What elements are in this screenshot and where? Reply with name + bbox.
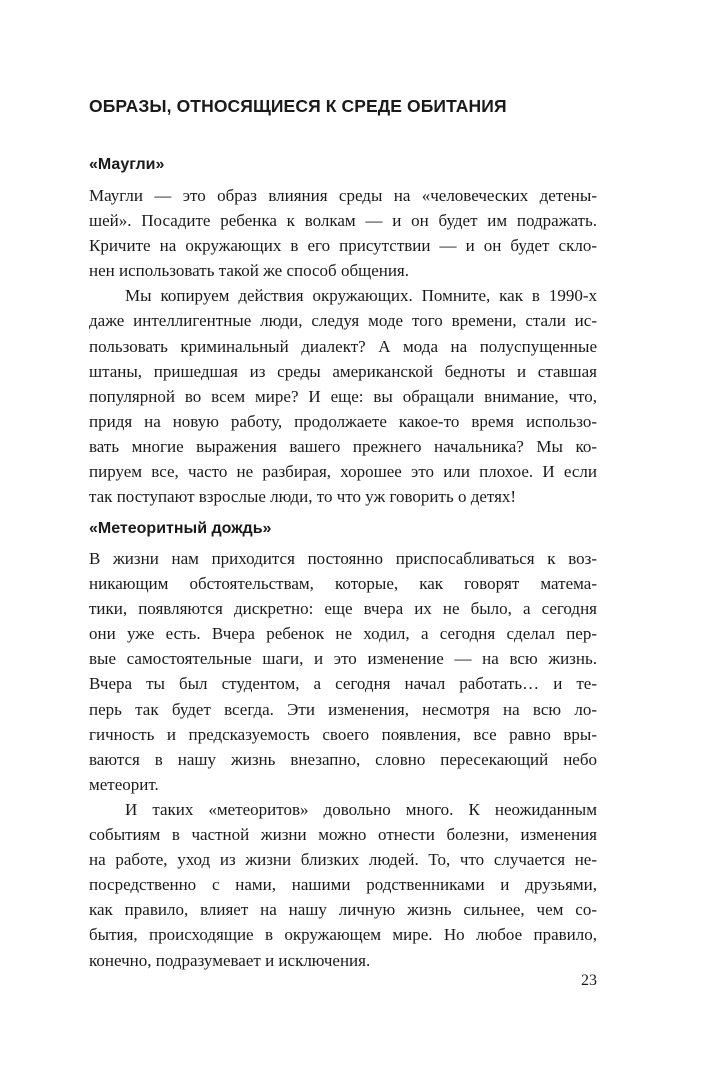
section-body-meteor-shower [89,546,597,973]
text-line: гичность и предсказуемость своего появления, все равно вры- [89,724,597,744]
text-line: Вчера ты был студентом, а сегодня начал работать… и те- [89,674,597,694]
text-line: они уже есть. Вчера ребенок не ходил, а сегодня сделал пер- [89,624,597,644]
text-line: ваются в нашу жизнь внезапно, словно пересекающий небо [89,749,597,769]
text-line: тики, появляются дискретно: еще вчера их не было, а сегодня [89,599,597,619]
chapter-title: ОБРАЗЫ, ОТНОСЯЩИЕСЯ К СРЕДЕ ОБИТАНИЯ [89,96,507,116]
text-line: на работе, уход из жизни близких людей. То, что случается не- [89,850,597,870]
text-line: В жизни нам приходится постоянно приспосабливаться к воз- [89,549,597,568]
text-line: штаны, пришедшая из среды американской бедноты и ставшая [89,361,597,381]
paragraph [89,797,597,973]
text-line: никающим обстоятельствам, которые, как говорят матема- [89,574,597,594]
text-line: бытия, происходящие в окружающем мире. Но любое правило, [89,925,597,945]
text-line: перь так будет всегда. Эти изменения, несмотря на всю ло- [89,699,597,719]
section-heading-meteor-shower: «Метеоритный дождь» [89,520,272,537]
book-page [89,0,597,1080]
paragraph [89,183,597,283]
page-number: 23 [581,972,597,989]
text-line: вать многие выражения вашего прежнего начальника? Мы ко- [89,436,597,456]
text-line: конечно, подразумевает и исключения. [89,950,371,970]
text-line: пользовать криминальный диалект? А мода на полуспущенные [89,336,597,356]
text-line: придя на новую работу, продолжаете какое-то время использо- [89,411,597,431]
text-line: так поступают взрослые люди, то что уж говорить о детях! [89,487,517,507]
paragraph [89,283,597,509]
text-line: как правило, влияет на нашу личную жизнь сильнее, чем со- [89,900,597,920]
text-line: событиям в частной жизни можно отнести болезни, изменения [89,825,597,845]
text-line: посредственно с нами, нашими родственниками и друзьями, [89,875,597,895]
text-line: Маугли — это образ влияния среды на «человеческих детены- [89,186,597,205]
section-body-mowgli [89,183,597,509]
text-line: метеорит. [89,774,159,794]
text-line: даже интеллигентные люди, следуя моде того времени, стали ис- [89,311,597,331]
text-line: нен использовать такой же способ общения. [89,261,410,281]
text-line: популярной во всем мире? И еще: вы обращали внимание, что, [89,386,597,406]
text-line: пируем все, часто не разбирая, хорошее это или плохое. И если [89,462,597,482]
text-line: Мы копируем действия окружающих. Помните, как в 1990-х [125,286,597,306]
paragraph [89,546,597,797]
text-line: И таких «метеоритов» довольно много. К неожиданным [125,799,597,819]
text-line: Кричите на окружающих в его присутствии — и он будет скло- [89,236,597,256]
text-line: шей». Посадите ребенка к волкам — и он будет им подражать. [89,211,597,231]
section-heading-mowgli: «Маугли» [89,156,165,173]
text-line: вые самостоятельные шаги, и это изменение — на всю жизнь. [89,649,597,669]
